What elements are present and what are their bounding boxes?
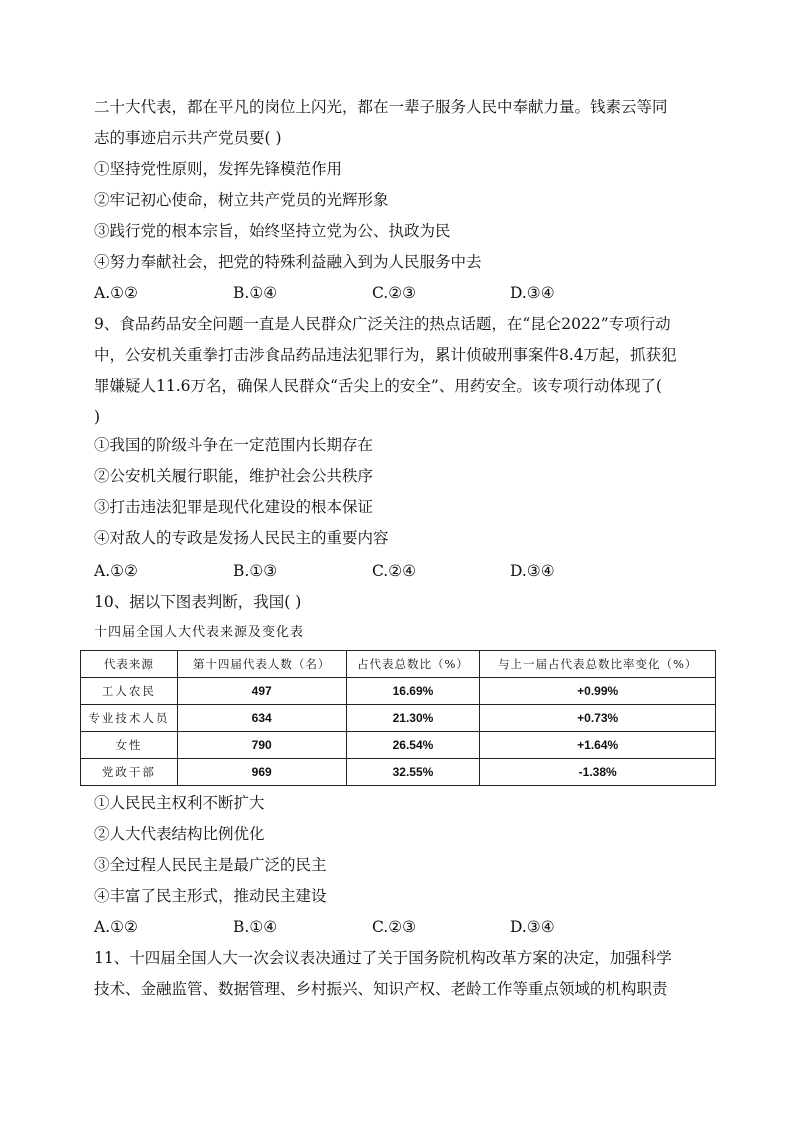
q10-stem: 10、据以下图表判断，我国( ) [94,593,302,611]
q8-item-1: ①坚持党性原则，发挥先锋模范作用 [94,160,343,178]
table-header: 代表来源 [81,651,178,678]
table-cell-source: 女性 [81,732,178,759]
q9-item-4: ④对敌人的专政是发扬人民民主的重要内容 [94,529,389,547]
table-cell-change: +1.64% [480,732,716,759]
q8-option-a[interactable]: A.①② [94,284,138,302]
q9-item-1: ①我国的阶级斗争在一定范围内长期存在 [94,436,374,454]
delegate-table [80,650,716,786]
q9-stem-line-3: 罪嫌疑人11.6万名，确保人民群众“舌尖上的安全”、用药安全。该专项行动体现了( [94,377,662,395]
table-header: 占代表总数比（%） [346,651,480,678]
table-row [81,759,716,786]
q8-stem-line-1: 二十大代表，都在平凡的岗位上闪光，都在一辈子服务人民中奉献力量。钱素云等同 [94,98,668,116]
q8-option-b[interactable]: B.①④ [233,284,278,302]
table-cell-share: 16.69% [346,678,480,705]
table-cell-count: 790 [177,732,346,759]
table-row [81,705,716,732]
q11-stem-line-1: 11、十四届全国人大一次会议表决通过了关于国务院机构改革方案的决定，加强科学 [94,949,672,967]
table-cell-share: 26.54% [346,732,480,759]
q10-option-a[interactable]: A.①② [94,918,138,936]
q8-options [94,286,714,304]
q9-stem-line-2: 中，公安机关重拳打击涉食品药品违法犯罪行为，累计侦破刑事案件8.4万起，抓获犯 [94,346,677,364]
table-cell-source: 专业技术人员 [81,705,178,732]
table-row [81,732,716,759]
table-header-row [81,651,716,678]
table-cell-count: 969 [177,759,346,786]
q9-option-b[interactable]: B.①③ [233,562,278,580]
q9-item-2: ②公安机关履行职能，维护社会公共秩序 [94,467,374,485]
q10-option-c[interactable]: C.②③ [372,918,417,936]
table-cell-change: +0.99% [480,678,716,705]
q8-item-3: ③践行党的根本宗旨，始终坚持立党为公、执政为民 [94,222,451,240]
q11-stem-line-2: 技术、金融监管、数据管理、乡村振兴、知识产权、老龄工作等重点领域的机构职责 [94,980,668,998]
q9-item-3: ③打击违法犯罪是现代化建设的根本保证 [94,498,374,516]
q9-option-c[interactable]: C.②④ [372,562,417,580]
table-row [81,678,716,705]
table-cell-source: 工人农民 [81,678,178,705]
table-cell-count: 634 [177,705,346,732]
table-cell-source: 党政干部 [81,759,178,786]
q10-option-b[interactable]: B.①④ [233,918,278,936]
q8-item-4: ④努力奉献社会，把党的特殊利益融入到为人民服务中去 [94,253,482,271]
q8-option-d[interactable]: D.③④ [510,284,555,302]
q9-option-d[interactable]: D.③④ [510,562,555,580]
q10-item-4: ④丰富了民主形式，推动民主建设 [94,887,327,905]
table-cell-share: 21.30% [346,705,480,732]
q8-option-c[interactable]: C.②③ [372,284,417,302]
table-cell-share: 32.55% [346,759,480,786]
q9-option-a[interactable]: A.①② [94,562,138,580]
q10-item-1: ①人民民主权利不断扩大 [94,794,265,812]
q10-options [94,920,714,938]
q9-stem-line-1: 9、食品药品安全问题一直是人民群众广泛关注的热点话题，在“昆仑2022”专项行动 [94,315,671,333]
table-cell-change: -1.38% [480,759,716,786]
q10-option-d[interactable]: D.③④ [510,918,555,936]
q8-stem-line-2: 志的事迹启示共产党员要( ) [94,129,282,147]
q9-options [94,564,714,582]
q10-item-2: ②人大代表结构比例优化 [94,825,265,843]
q9-stem-line-4: ) [94,408,101,426]
table-header: 第十四届代表人数（名） [177,651,346,678]
q8-item-2: ②牢记初心使命，树立共产党员的光辉形象 [94,191,389,209]
q10-item-3: ③全过程人民民主是最广泛的民主 [94,856,327,874]
table-cell-change: +0.73% [480,705,716,732]
q10-table-title: 十四届全国人大代表来源及变化表 [94,625,305,640]
table-cell-count: 497 [177,678,346,705]
table-header: 与上一届占代表总数比率变化（%） [480,651,716,678]
